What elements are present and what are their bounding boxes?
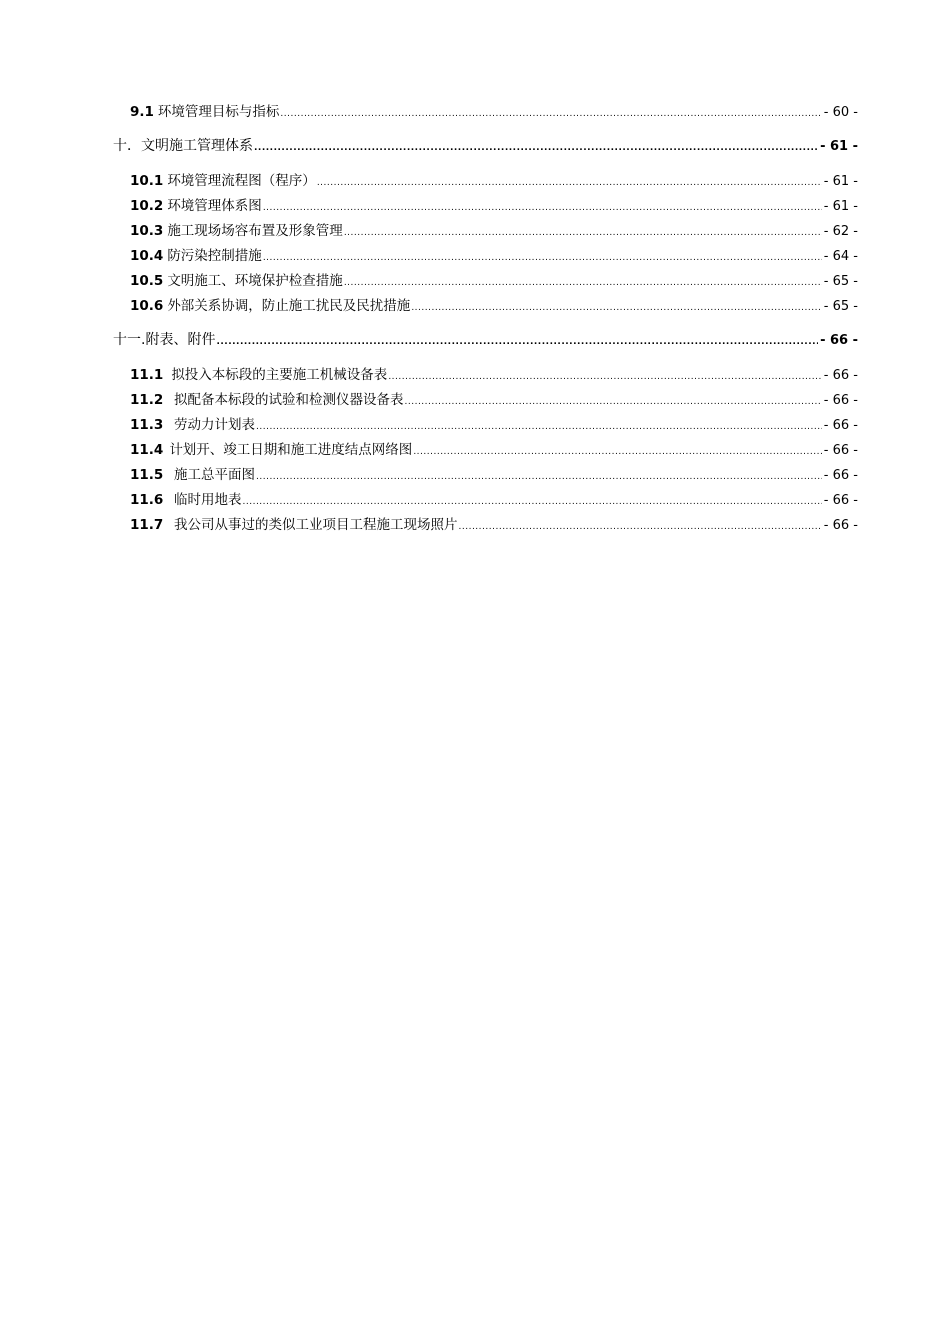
toc-entry-page: - 61 - xyxy=(823,174,858,189)
toc-entry-9-1[interactable] xyxy=(130,101,858,123)
toc-entry-page: - 61 - xyxy=(823,199,858,214)
toc-entry-11-1[interactable] xyxy=(130,364,858,386)
toc-leader-dots xyxy=(254,137,818,159)
toc-leader-dots xyxy=(405,391,822,413)
toc-entry-title: 环境管理流程图（程序） xyxy=(167,173,316,189)
toc-entry-page: - 65 - xyxy=(823,274,858,289)
toc-leader-dots xyxy=(344,222,822,244)
toc-entry-title: 环境管理体系图 xyxy=(167,198,262,214)
toc-chapter-10[interactable] xyxy=(113,135,858,157)
toc-entry-number: 10.6 xyxy=(130,298,164,314)
toc-entry-number: 11.6 xyxy=(130,492,164,508)
toc-leader-dots xyxy=(344,272,822,294)
toc-entry-title: 拟投入本标段的主要施工机械设备表 xyxy=(171,367,388,383)
toc-entry-title: 我公司从事过的类似工业项目工程施工现场照片 xyxy=(174,517,458,533)
toc-entry-number: 10.5 xyxy=(130,273,164,289)
toc-entry-11-3[interactable] xyxy=(130,414,858,436)
toc-entry-page: - 66 - xyxy=(823,418,858,433)
toc-entry-title: 计划开、竣工日期和施工进度结点网络图 xyxy=(169,442,413,458)
toc-entry-title: 防污染控制措施 xyxy=(167,248,262,264)
toc-entry-page: - 60 - xyxy=(823,105,858,120)
toc-entry-page: - 66 - xyxy=(823,368,858,383)
toc-entry-10-6[interactable] xyxy=(130,295,858,317)
toc-entry-11-2[interactable] xyxy=(130,389,858,411)
toc-entry-title: 拟配备本标段的试验和检测仪器设备表 xyxy=(174,392,404,408)
toc-leader-dots xyxy=(263,197,822,219)
toc-entry-page: - 66 - xyxy=(823,443,858,458)
toc-entry-number: 11.3 xyxy=(130,417,164,433)
toc-chapter-11[interactable] xyxy=(113,329,858,351)
toc-chapter-page: - 61 - xyxy=(820,139,858,154)
toc-entry-page: - 66 - xyxy=(823,493,858,508)
toc-entry-10-3[interactable] xyxy=(130,220,858,242)
toc-leader-dots xyxy=(256,416,822,438)
toc-entry-11-5[interactable] xyxy=(130,464,858,486)
toc-chapter-number: 十一. xyxy=(113,332,146,348)
toc-entry-page: - 66 - xyxy=(823,393,858,408)
toc-entry-10-2[interactable] xyxy=(130,195,858,217)
toc-entry-number: 11.4 xyxy=(130,442,164,458)
toc-entry-title: 施工总平面图 xyxy=(174,467,255,483)
toc-entry-number: 11.1 xyxy=(130,367,164,383)
toc-leader-dots xyxy=(256,466,822,488)
toc-leader-dots xyxy=(459,516,822,538)
toc-leader-dots xyxy=(317,172,822,194)
toc-entry-number: 10.3 xyxy=(130,223,164,239)
toc-entry-title: 临时用地表 xyxy=(174,492,242,508)
toc-chapter-title: 附表、附件 xyxy=(145,332,216,348)
toc-entry-number: 10.2 xyxy=(130,198,164,214)
toc-entry-11-6[interactable] xyxy=(130,489,858,511)
toc-entry-page: - 64 - xyxy=(823,249,858,264)
toc-chapter-number: 十． xyxy=(113,138,141,154)
toc-entry-title: 劳动力计划表 xyxy=(174,417,255,433)
toc-entry-number: 11.7 xyxy=(130,517,164,533)
toc-entry-page: - 62 - xyxy=(823,224,858,239)
toc-entry-11-4[interactable] xyxy=(130,439,858,461)
toc-leader-dots xyxy=(243,491,822,513)
toc-entry-title: 环境管理目标与指标 xyxy=(157,104,280,120)
toc-entry-10-5[interactable] xyxy=(130,270,858,292)
toc-leader-dots xyxy=(280,103,821,125)
toc-entry-number: 10.1 xyxy=(130,173,164,189)
toc-entry-10-4[interactable] xyxy=(130,245,858,267)
toc-leader-dots xyxy=(411,297,821,319)
toc-entry-number: 9.1 xyxy=(130,104,154,120)
toc-entry-title: 外部关系协调，防止施工扰民及民扰措施 xyxy=(167,298,411,314)
toc-entry-title: 文明施工、环境保护检查措施 xyxy=(167,273,343,289)
toc-entry-page: - 65 - xyxy=(823,299,858,314)
toc-entry-title: 施工现场场容布置及形象管理 xyxy=(167,223,343,239)
toc-entry-10-1[interactable] xyxy=(130,170,858,192)
toc-leader-dots xyxy=(263,247,822,269)
toc-chapter-title: 文明施工管理体系 xyxy=(141,138,253,154)
toc-entry-number: 11.2 xyxy=(130,392,164,408)
toc-leader-dots xyxy=(413,441,821,463)
toc-entry-number: 11.5 xyxy=(130,467,164,483)
toc-entry-11-7[interactable] xyxy=(130,514,858,536)
toc-entry-number: 10.4 xyxy=(130,248,164,264)
toc-chapter-page: - 66 - xyxy=(820,333,858,348)
toc-entry-page: - 66 - xyxy=(823,468,858,483)
toc-entry-page: - 66 - xyxy=(823,518,858,533)
toc-leader-dots xyxy=(388,366,821,388)
toc-leader-dots xyxy=(216,331,818,353)
